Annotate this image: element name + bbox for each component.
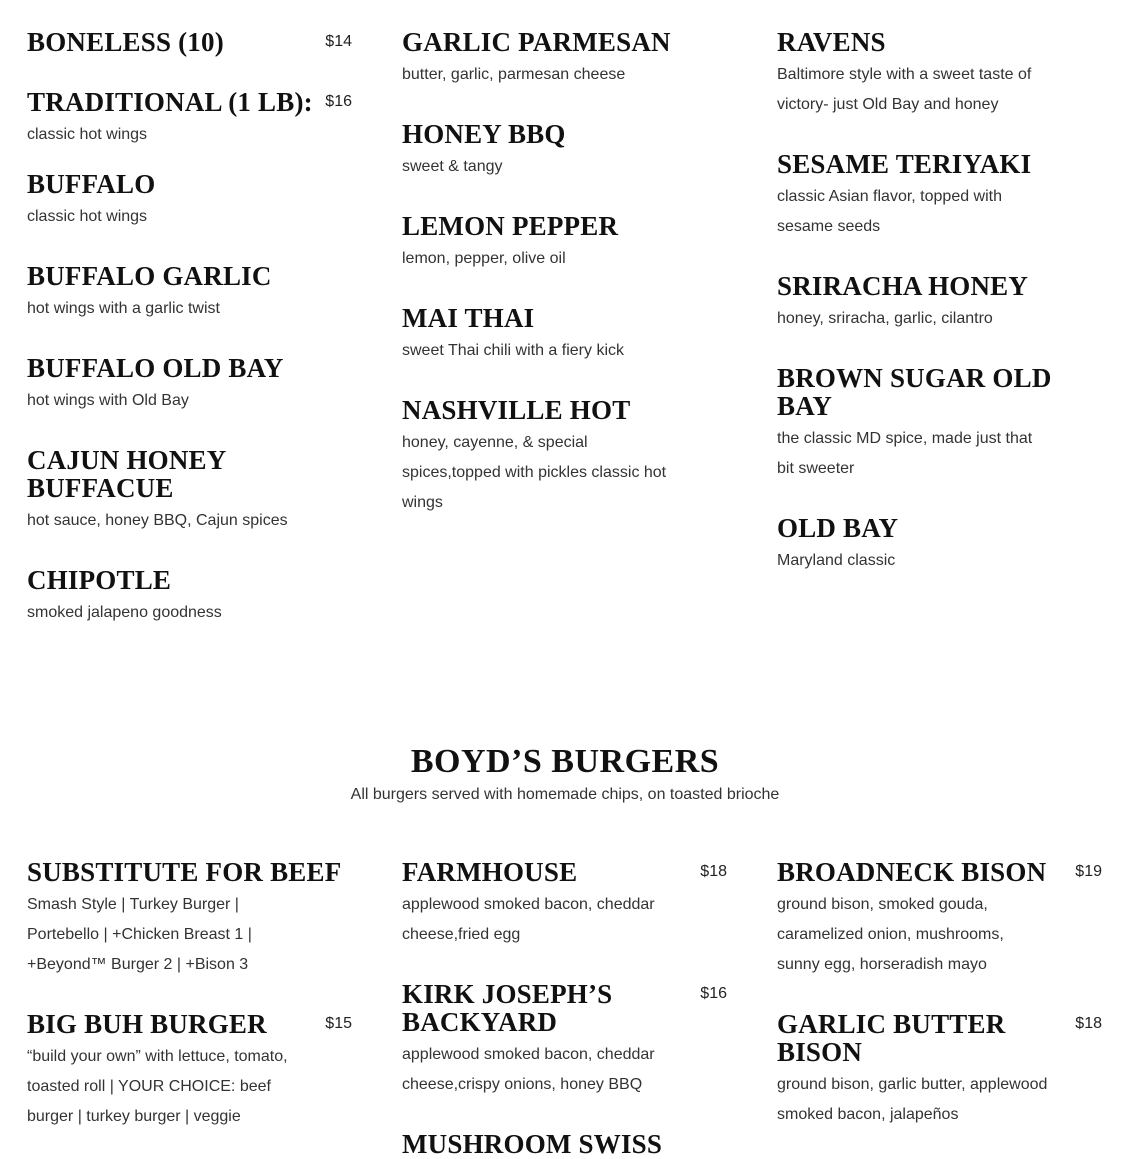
menu-item-broadneck-bison — [777, 858, 1102, 980]
item-description: ground bison, garlic butter, applewood smoked bacon, jalapeños — [777, 1076, 1048, 1123]
item-name: RAVENS — [777, 27, 886, 57]
menu-item-sesame-teriyaki — [777, 150, 1107, 242]
item-price: $14 — [325, 33, 352, 50]
menu-item-old-bay — [777, 514, 1107, 576]
item-description: applewood smoked bacon, cheddar cheese,crispy onions, honey BBQ — [402, 1046, 655, 1093]
menu-item-buffalo-old-bay — [27, 354, 352, 416]
menu-item-garlic-butter-bison — [777, 1010, 1102, 1130]
menu-item-cajun-honey-buffacue — [27, 446, 352, 536]
wings-column-3 — [777, 28, 1107, 576]
menu-item-big-buh-burger — [27, 1010, 352, 1132]
item-description: ground bison, smoked gouda, caramelized onion, mushrooms, sunny egg, horseradish mayo — [777, 896, 1004, 973]
item-name: BIG BUH BURGER — [27, 1009, 267, 1039]
menu-item-mushroom-swiss — [402, 1130, 727, 1158]
item-description: Smash Style | Turkey Burger | Portebello | +Chicken Breast 1 | +Beyond™ Burger 2 | +Bison 3 — [27, 896, 252, 973]
item-name: SESAME TERIYAKI — [777, 149, 1032, 179]
item-name: SRIRACHA HONEY — [777, 271, 1029, 301]
wings-column-2 — [402, 28, 727, 518]
item-description: classic hot wings — [27, 208, 148, 225]
item-name: FARMHOUSE — [402, 857, 578, 887]
menu-item-buffalo-garlic — [27, 262, 352, 324]
menu-item-sriracha-honey — [777, 272, 1107, 334]
menu-item-brown-sugar-old-bay — [777, 364, 1107, 484]
menu-item-chipotle — [27, 566, 352, 628]
menu-item-lemon-pepper — [402, 212, 727, 274]
item-description: classic Asian flavor, topped with sesame seeds — [777, 188, 1003, 235]
menu-item-mai-thai — [402, 304, 727, 366]
item-name: BROWN SUGAR OLD BAY — [777, 363, 1052, 421]
menu-item-buffalo — [27, 170, 352, 232]
burgers-column-3 — [777, 858, 1102, 1130]
item-name: CHIPOTLE — [27, 565, 172, 595]
item-description: smoked jalapeno goodness — [27, 604, 222, 621]
item-name: SUBSTITUTE FOR BEEF — [27, 857, 342, 887]
section-subtitle: All burgers served with homemade chips, on toasted brioche — [350, 786, 780, 803]
item-name: KIRK JOSEPH’S BACKYARD — [402, 979, 613, 1037]
item-description: Baltimore style with a sweet taste of victory- just Old Bay and honey — [777, 66, 1032, 113]
item-description: “build your own” with lettuce, tomato, toasted roll | YOUR CHOICE: beef burger | turkey burger | veggie — [27, 1048, 288, 1125]
item-price: $16 — [325, 93, 352, 110]
item-name: CAJUN HONEY BUFFACUE — [27, 445, 226, 503]
item-name: LEMON PEPPER — [402, 211, 619, 241]
item-description: sweet & tangy — [402, 158, 503, 175]
item-name: MUSHROOM SWISS — [402, 1129, 663, 1159]
item-price: $18 — [700, 863, 727, 880]
item-name: GARLIC PARMESAN — [402, 27, 671, 57]
item-name: NASHVILLE HOT — [402, 395, 631, 425]
item-description: Maryland classic — [777, 552, 896, 569]
item-name: BONELESS (10) — [27, 27, 224, 57]
menu-item-nashville-hot — [402, 396, 727, 518]
item-description: applewood smoked bacon, cheddar cheese,fried egg — [402, 896, 655, 943]
menu-item-boneless — [27, 28, 352, 88]
item-description: honey, cayenne, & special spices,topped with pickles classic hot wings — [402, 434, 667, 511]
item-description: the classic MD spice, made just that bit sweeter — [777, 430, 1033, 477]
item-description: lemon, pepper, olive oil — [402, 250, 566, 267]
menu-item-traditional — [27, 88, 352, 150]
menu-item-substitute-for-beef — [27, 858, 352, 980]
burgers-column-2 — [402, 858, 727, 1158]
item-name: MAI THAI — [402, 303, 535, 333]
menu-item-ravens — [777, 28, 1107, 120]
item-name: OLD BAY — [777, 513, 899, 543]
section-title: BOYD’S BURGERS — [410, 743, 720, 780]
menu-item-honey-bbq — [402, 120, 727, 182]
burgers-section-heading — [0, 745, 1130, 807]
item-price: $19 — [1075, 863, 1102, 880]
item-name: BUFFALO GARLIC — [27, 261, 272, 291]
menu-item-farmhouse — [402, 858, 727, 950]
burgers-column-1 — [27, 858, 352, 1132]
menu-item-kirk-josephs-backyard — [402, 980, 727, 1100]
item-name: HONEY BBQ — [402, 119, 566, 149]
item-description: butter, garlic, parmesan cheese — [402, 66, 626, 83]
item-description: honey, sriracha, garlic, cilantro — [777, 310, 993, 327]
item-name: TRADITIONAL (1 LB): — [27, 87, 313, 117]
item-price: $18 — [1075, 1015, 1102, 1032]
wings-column-1 — [27, 28, 352, 628]
item-name: GARLIC BUTTER BISON — [777, 1009, 1006, 1067]
item-description: hot wings with Old Bay — [27, 392, 189, 409]
item-name: BUFFALO OLD BAY — [27, 353, 284, 383]
item-description: hot sauce, honey BBQ, Cajun spices — [27, 512, 288, 529]
item-name: BUFFALO — [27, 169, 156, 199]
item-description: classic hot wings — [27, 126, 148, 143]
menu-item-garlic-parmesan — [402, 28, 727, 90]
item-description: hot wings with a garlic twist — [27, 300, 220, 317]
item-price: $16 — [700, 985, 727, 1002]
item-price: $15 — [325, 1015, 352, 1032]
item-description: sweet Thai chili with a fiery kick — [402, 342, 624, 359]
item-name: BROADNECK BISON — [777, 857, 1047, 887]
